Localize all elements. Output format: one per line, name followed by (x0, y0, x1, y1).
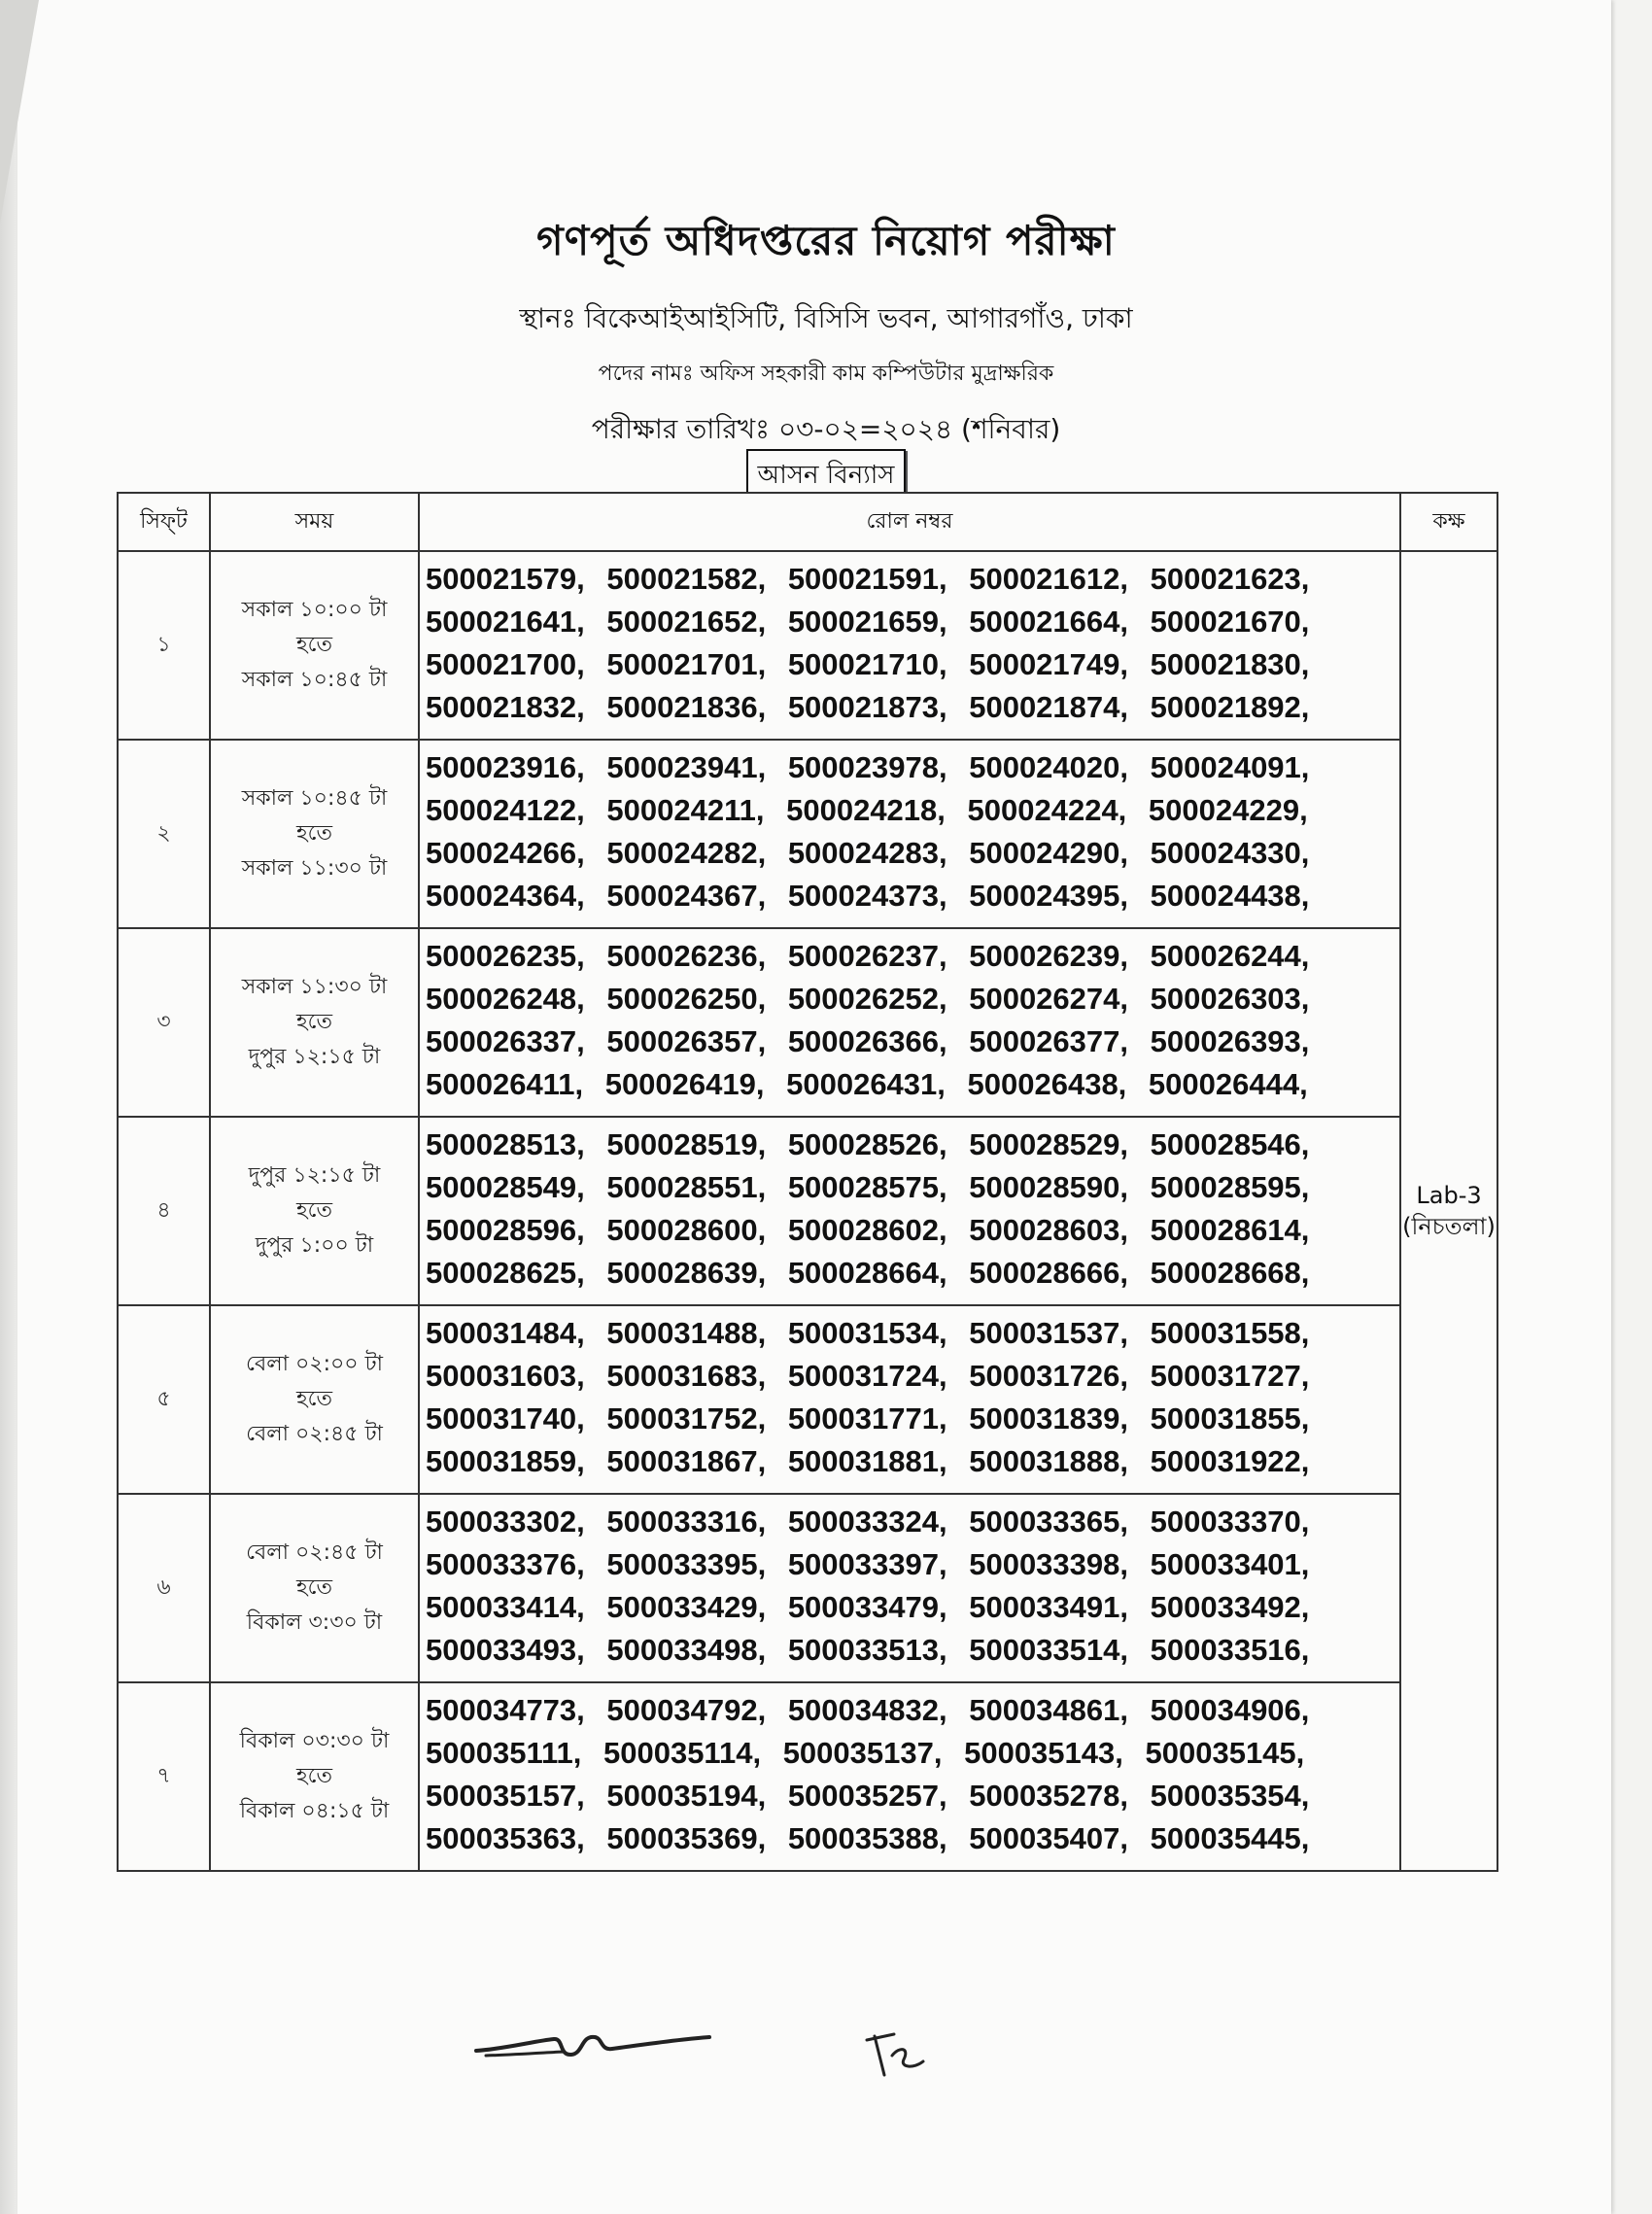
roll-number: 500034832, (787, 1693, 947, 1727)
roll-number: 500026252, (787, 982, 947, 1016)
shift-time (210, 1682, 419, 1871)
roll-number: 500028575, (787, 1170, 947, 1204)
roll-number: 500024367, (606, 879, 767, 913)
col-header-time: সময় (210, 493, 419, 551)
roll-number: 500031726, (969, 1359, 1128, 1393)
shift-time (210, 1117, 419, 1305)
roll-number: 500024020, (969, 750, 1128, 784)
shift-number: ৪ (118, 1117, 210, 1305)
roll-number: 500028666, (969, 1256, 1128, 1290)
roll-number: 500033414, (426, 1590, 585, 1624)
roll-number: 500034861, (969, 1693, 1128, 1727)
roll-number: 500035114, (602, 1736, 762, 1770)
roll-number: 500021670, (1150, 605, 1310, 639)
time-time-to-word: হতে (296, 1575, 332, 1600)
roll-number: 500035363, (426, 1821, 585, 1855)
roll-number: 500031855, (1150, 1401, 1310, 1436)
roll-number: 500024283, (787, 836, 947, 870)
roll-number: 500033397, (787, 1547, 947, 1581)
roll-number: 500026431, (786, 1067, 946, 1101)
roll-number: 500028590, (969, 1170, 1128, 1204)
roll-number: 500021664, (969, 605, 1128, 639)
shift-number: ৬ (118, 1494, 210, 1682)
roll-number: 500026377, (969, 1024, 1128, 1058)
roll-number: 500031488, (606, 1316, 767, 1350)
roll-number: 500035388, (787, 1821, 947, 1855)
roll-number: 500031603, (426, 1359, 585, 1393)
roll-number: 500026366, (787, 1024, 947, 1058)
table-row (118, 1305, 1497, 1494)
time-time-to: দুপুর ১:০০ টা (255, 1233, 374, 1258)
roll-number: 500033398, (969, 1547, 1128, 1581)
roll-number: 500031771, (787, 1401, 947, 1436)
roll-number: 500034906, (1150, 1693, 1310, 1727)
roll-number: 500031558, (1150, 1316, 1310, 1350)
shift-number: ৫ (118, 1305, 210, 1494)
roll-number: 500035143, (964, 1736, 1123, 1770)
roll-number: 500031534, (787, 1316, 947, 1350)
roll-numbers (419, 928, 1400, 1117)
roll-number: 500023978, (787, 750, 947, 784)
roll-number: 500026237, (787, 939, 947, 973)
shift-number: ৭ (118, 1682, 210, 1871)
roll-number: 500026248, (426, 982, 585, 1016)
roll-number: 500028526, (787, 1127, 947, 1161)
roll-number: 500035257, (787, 1779, 947, 1813)
roll-number: 500035278, (969, 1779, 1128, 1813)
table-row (118, 1117, 1497, 1305)
roll-number: 500031859, (426, 1444, 585, 1478)
roll-number: 500035145, (1145, 1736, 1305, 1770)
roll-number: 500028513, (426, 1127, 585, 1161)
roll-number: 500028595, (1150, 1170, 1310, 1204)
roll-number: 500028614, (1150, 1213, 1310, 1247)
roll-number: 500028546, (1150, 1127, 1310, 1161)
roll-number: 500021836, (606, 690, 767, 724)
roll-number: 500023916, (426, 750, 585, 784)
time-time-to-word: হতে (296, 1010, 332, 1034)
shift-time (210, 551, 419, 740)
roll-number: 500028664, (787, 1256, 947, 1290)
time-time-to-word: হতে (296, 1387, 332, 1411)
folded-corner (0, 0, 39, 224)
roll-number: 500026303, (1150, 982, 1310, 1016)
time-time-to: বিকাল ৩:৩০ টা (246, 1610, 383, 1635)
roll-number: 500021641, (426, 605, 585, 639)
roll-number: 500021832, (426, 690, 585, 724)
roll-number: 500034773, (426, 1693, 585, 1727)
col-header-room: কক্ষ (1400, 493, 1497, 551)
roll-number: 500031888, (969, 1444, 1128, 1478)
roll-number: 500021582, (606, 562, 767, 596)
roll-number: 500035194, (606, 1779, 767, 1813)
roll-number: 500035111, (426, 1736, 582, 1770)
time-time-from: সকাল ১০:০০ টা (241, 598, 388, 622)
roll-number: 500021874, (969, 690, 1128, 724)
roll-number: 500021700, (426, 647, 585, 681)
roll-number: 500031740, (426, 1401, 585, 1436)
roll-number: 500024395, (969, 879, 1128, 913)
shift-number: ৩ (118, 928, 210, 1117)
shift-time (210, 1494, 419, 1682)
roll-number: 500024224, (967, 793, 1127, 827)
roll-number: 500021892, (1150, 690, 1310, 724)
roll-number: 500024229, (1148, 793, 1308, 827)
roll-number: 500033370, (1150, 1505, 1310, 1539)
shift-number: ১ (118, 551, 210, 740)
roll-number: 500033498, (606, 1633, 767, 1667)
shift-time (210, 928, 419, 1117)
roll-number: 500033395, (606, 1547, 767, 1581)
time-time-to: সকাল ১০:৪৫ টা (241, 668, 388, 692)
roll-number: 500031752, (606, 1401, 767, 1436)
roll-number: 500021701, (606, 647, 767, 681)
roll-number: 500035157, (426, 1779, 585, 1813)
page-title: গণপূর্ত অধিদপ্তরের নিয়োগ পরীক্ষা (536, 217, 1116, 264)
shift-time (210, 740, 419, 928)
roll-number: 500028549, (426, 1170, 585, 1204)
roll-number: 500031727, (1150, 1359, 1310, 1393)
roll-numbers (419, 1494, 1400, 1682)
roll-number: 500024438, (1150, 879, 1310, 913)
roll-number: 500024282, (606, 836, 767, 870)
roll-number: 500028602, (787, 1213, 947, 1247)
venue-line: স্থানঃ বিকেআইআইসিটি, বিসিসি ভবন, আগারগাঁও, ঢাকা (519, 302, 1133, 334)
roll-number: 500026274, (969, 982, 1128, 1016)
roll-number: 500024290, (969, 836, 1128, 870)
roll-number: 500026393, (1150, 1024, 1310, 1058)
roll-number: 500026250, (606, 982, 767, 1016)
roll-number: 500021749, (969, 647, 1128, 681)
time-time-from: বেলা ০২:৪৫ টা (246, 1540, 383, 1565)
roll-number: 500028603, (969, 1213, 1128, 1247)
roll-number: 500033513, (787, 1633, 947, 1667)
roll-number: 500031484, (426, 1316, 585, 1350)
roll-number: 500028529, (969, 1127, 1128, 1161)
roll-number: 500026239, (969, 939, 1128, 973)
roll-number: 500026411, (426, 1067, 584, 1101)
roll-number: 500033479, (787, 1590, 947, 1624)
roll-number: 500021579, (426, 562, 585, 596)
document-header (0, 209, 1652, 464)
col-header-roll: রোল নম্বর (419, 493, 1400, 551)
roll-number: 500026235, (426, 939, 585, 973)
time-time-from: বেলা ০২:০০ টা (246, 1352, 383, 1376)
roll-number: 500028551, (606, 1170, 767, 1204)
roll-number: 500028519, (606, 1127, 767, 1161)
roll-number: 500033324, (787, 1505, 947, 1539)
time-time-to: সকাল ১১:৩০ টা (241, 856, 388, 881)
roll-number: 500028596, (426, 1213, 585, 1247)
roll-number: 500026444, (1148, 1067, 1308, 1101)
roll-number: 500031839, (969, 1401, 1128, 1436)
table-row (118, 1494, 1497, 1682)
time-time-from: দুপুর ১২:১৫ টা (248, 1163, 381, 1188)
roll-number: 500021612, (969, 562, 1128, 596)
roll-number: 500033429, (606, 1590, 767, 1624)
roll-number: 500033302, (426, 1505, 585, 1539)
roll-number: 500021591, (787, 562, 947, 596)
roll-number: 500033316, (606, 1505, 767, 1539)
roll-number: 500026337, (426, 1024, 585, 1058)
roll-number: 500031881, (787, 1444, 947, 1478)
room-name: Lab-3 (1416, 1182, 1482, 1209)
time-time-from: সকাল ১০:৪৫ টা (241, 786, 388, 811)
roll-number: 500033492, (1150, 1590, 1310, 1624)
roll-numbers (419, 551, 1400, 740)
roll-number: 500021830, (1150, 647, 1310, 681)
roll-number: 500024122, (426, 793, 585, 827)
roll-number: 500024364, (426, 879, 585, 913)
roll-number: 500031867, (606, 1444, 767, 1478)
table-header-row (118, 493, 1497, 551)
roll-number: 500026438, (967, 1067, 1127, 1101)
roll-number: 500031683, (606, 1359, 767, 1393)
roll-number: 500035369, (606, 1821, 767, 1855)
roll-number: 500021873, (787, 690, 947, 724)
signature-1 (466, 2012, 719, 2080)
roll-number: 500021710, (787, 647, 947, 681)
time-time-to: দুপুর ১২:১৫ টা (248, 1045, 381, 1069)
shift-number: ২ (118, 740, 210, 928)
table-row (118, 740, 1497, 928)
roll-number: 500026357, (606, 1024, 767, 1058)
roll-number: 500033514, (969, 1633, 1128, 1667)
roll-number: 500024211, (606, 793, 765, 827)
signature-2 (855, 2017, 943, 2094)
time-time-to-word: হতে (296, 821, 332, 846)
time-time-to-word: হতে (296, 1764, 332, 1788)
col-header-shift: সিফ্‌ট (118, 493, 210, 551)
roll-number: 500033491, (969, 1590, 1128, 1624)
roll-number: 500031537, (969, 1316, 1128, 1350)
time-time-from: সকাল ১১:৩০ টা (241, 975, 388, 999)
roll-numbers (419, 1682, 1400, 1871)
roll-number: 500028639, (606, 1256, 767, 1290)
time-time-to-word: হতে (296, 633, 332, 657)
roll-number: 500023941, (606, 750, 767, 784)
time-time-to: বিকাল ০৪:১৫ টা (239, 1799, 390, 1823)
roll-number: 500024330, (1150, 836, 1310, 870)
roll-number: 500024373, (787, 879, 947, 913)
roll-number: 500031724, (787, 1359, 947, 1393)
roll-number: 500031922, (1150, 1444, 1310, 1478)
post-name-line: পদের নামঃ অফিস সহকারী কাম কম্পিউটার মুদ্রাক্ষরিক (598, 362, 1054, 386)
time-time-from: বিকাল ০৩:৩০ টা (239, 1729, 390, 1753)
roll-number: 500035137, (782, 1736, 943, 1770)
roll-number: 500026419, (604, 1067, 765, 1101)
time-time-to: বেলা ০২:৪৫ টা (246, 1422, 383, 1446)
room-cell (1400, 551, 1497, 1871)
table-row (118, 1682, 1497, 1871)
seating-heading: আসন বিন্যাস (746, 449, 907, 503)
roll-number: 500026244, (1150, 939, 1310, 973)
roll-numbers (419, 1305, 1400, 1494)
roll-number: 500035445, (1150, 1821, 1310, 1855)
table-row (118, 551, 1497, 740)
roll-numbers (419, 1117, 1400, 1305)
roll-number: 500024218, (786, 793, 946, 827)
table-row (118, 928, 1497, 1117)
roll-number: 500028600, (606, 1213, 767, 1247)
roll-number: 500035354, (1150, 1779, 1310, 1813)
exam-date-line: পরীক্ষার তারিখঃ ০৩-০২=২০২৪ (শনিবার) (591, 413, 1061, 445)
roll-numbers (419, 740, 1400, 928)
roll-number: 500033516, (1150, 1633, 1310, 1667)
roll-number: 500026236, (606, 939, 767, 973)
roll-number: 500034792, (606, 1693, 767, 1727)
time-time-to-word: হতে (296, 1198, 332, 1223)
roll-number: 500028625, (426, 1256, 585, 1290)
roll-number: 500035407, (969, 1821, 1128, 1855)
seating-table (117, 492, 1498, 1872)
roll-number: 500033365, (969, 1505, 1128, 1539)
roll-number: 500024266, (426, 836, 585, 870)
roll-number: 500028668, (1150, 1256, 1310, 1290)
roll-number: 500033376, (426, 1547, 585, 1581)
shift-time (210, 1305, 419, 1494)
roll-number: 500033493, (426, 1633, 585, 1667)
roll-number: 500021652, (606, 605, 767, 639)
roll-number: 500021623, (1150, 562, 1310, 596)
roll-number: 500021659, (787, 605, 947, 639)
roll-number: 500024091, (1150, 750, 1310, 784)
roll-number: 500033401, (1150, 1547, 1310, 1581)
room-floor: (নিচতলা) (1402, 1213, 1496, 1240)
